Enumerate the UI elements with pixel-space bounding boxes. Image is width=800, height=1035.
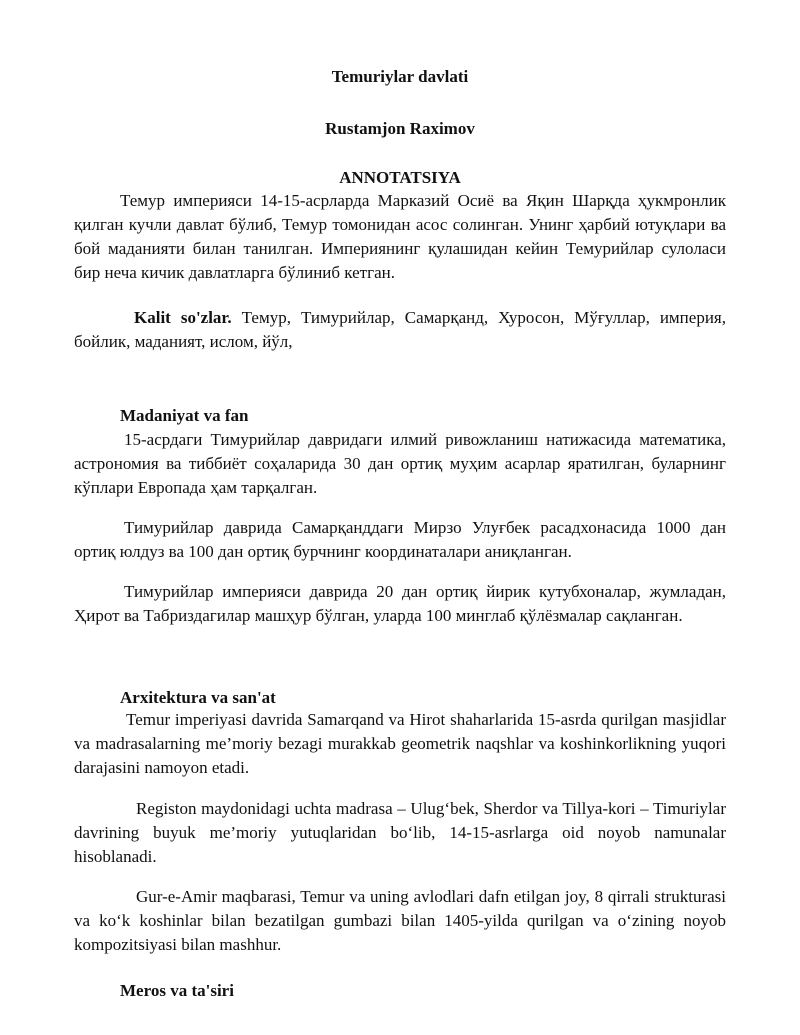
section-paragraph: Registon maydonidagi uchta madrasa – Ulug‘bek, Sherdor va Tillya-kori – Timuriylar davrining buyuk me’moriy yutuqlaridan bo‘lib, 14-15-asrlarga oid noyob namunalar hisoblanadi. <box>74 799 726 866</box>
section-heading-meros: Meros va ta'siri <box>120 981 234 1000</box>
section-heading-madaniyat: Madaniyat va fan <box>120 406 249 425</box>
section-paragraph: Temur imperiyasi davrida Samarqand va Hirot shaharlarida 15-asrda qurilgan masjidlar va madrasalarning me’moriy bezagi murakkab geometrik naqshlar va koshinkorlikning yuqori darajasini namoyon etadi. <box>74 710 726 777</box>
section-paragraph: Gur-e-Amir maqbarasi, Temur va uning avlodlari dafn etilgan joy, 8 qirrali strukturasi va ko‘k koshinlar bilan bezatilgan gumbazi bilan 1405-yilda qurilgan va o‘zining noyob kompozitsiyasi bilan mashhur. <box>74 887 726 954</box>
document-title: Temuriylar davlati <box>331 67 469 86</box>
section-heading-arxitektura: Arxitektura va san'at <box>120 688 276 707</box>
document-author: Rustamjon Raximov <box>325 119 475 138</box>
section-paragraph: Тимурийлар империяси даврида 20 дан ортиқ йирик кутубхоналар, жумладан, Ҳирот ва Табриздагилар машҳур бўлган, уларда 100 минглаб қўлёзмалар сақланган. <box>74 582 726 625</box>
annotation-heading: ANNOTATSIYA <box>339 168 461 187</box>
annotation-paragraph: Темур империяси 14-15-асрларда Марказий Осиё ва Яқин Шарқда ҳукмронлик қилган кучли давлат бўлиб, Темур томонидан асос солинган. Унинг ҳарбий ютуқлари ва бой маданияти билан танилган. Империянинг қулашидан кейин Темурийлар сулоласи бир неча кичик давлатларга бўлиниб кетган. <box>74 191 726 282</box>
keywords-label: Kalit so'zlar. <box>134 308 232 327</box>
section-paragraph: Тимурийлар даврида Самарқанддаги Мирзо Улуғбек расадхонасида 1000 дан ортиқ юлдуз ва 100 дан ортиқ бурчнинг координаталари аниқланган. <box>74 518 726 561</box>
keywords-paragraph <box>74 306 726 354</box>
keywords-list: Темур, Тимурийлар, Самарқанд, Хуросон, Мўғуллар, империя, бойлик, маданият, ислом, йўл, <box>74 308 726 351</box>
section-paragraph: 15-асрдаги Тимурийлар давридаги илмий ривожланиш натижасида математика, астрономия ва тиббиёт соҳаларида 30 дан ортиқ муҳим асарлар яратилган, буларнинг кўплари Европада ҳам тарқалган. <box>74 430 726 497</box>
